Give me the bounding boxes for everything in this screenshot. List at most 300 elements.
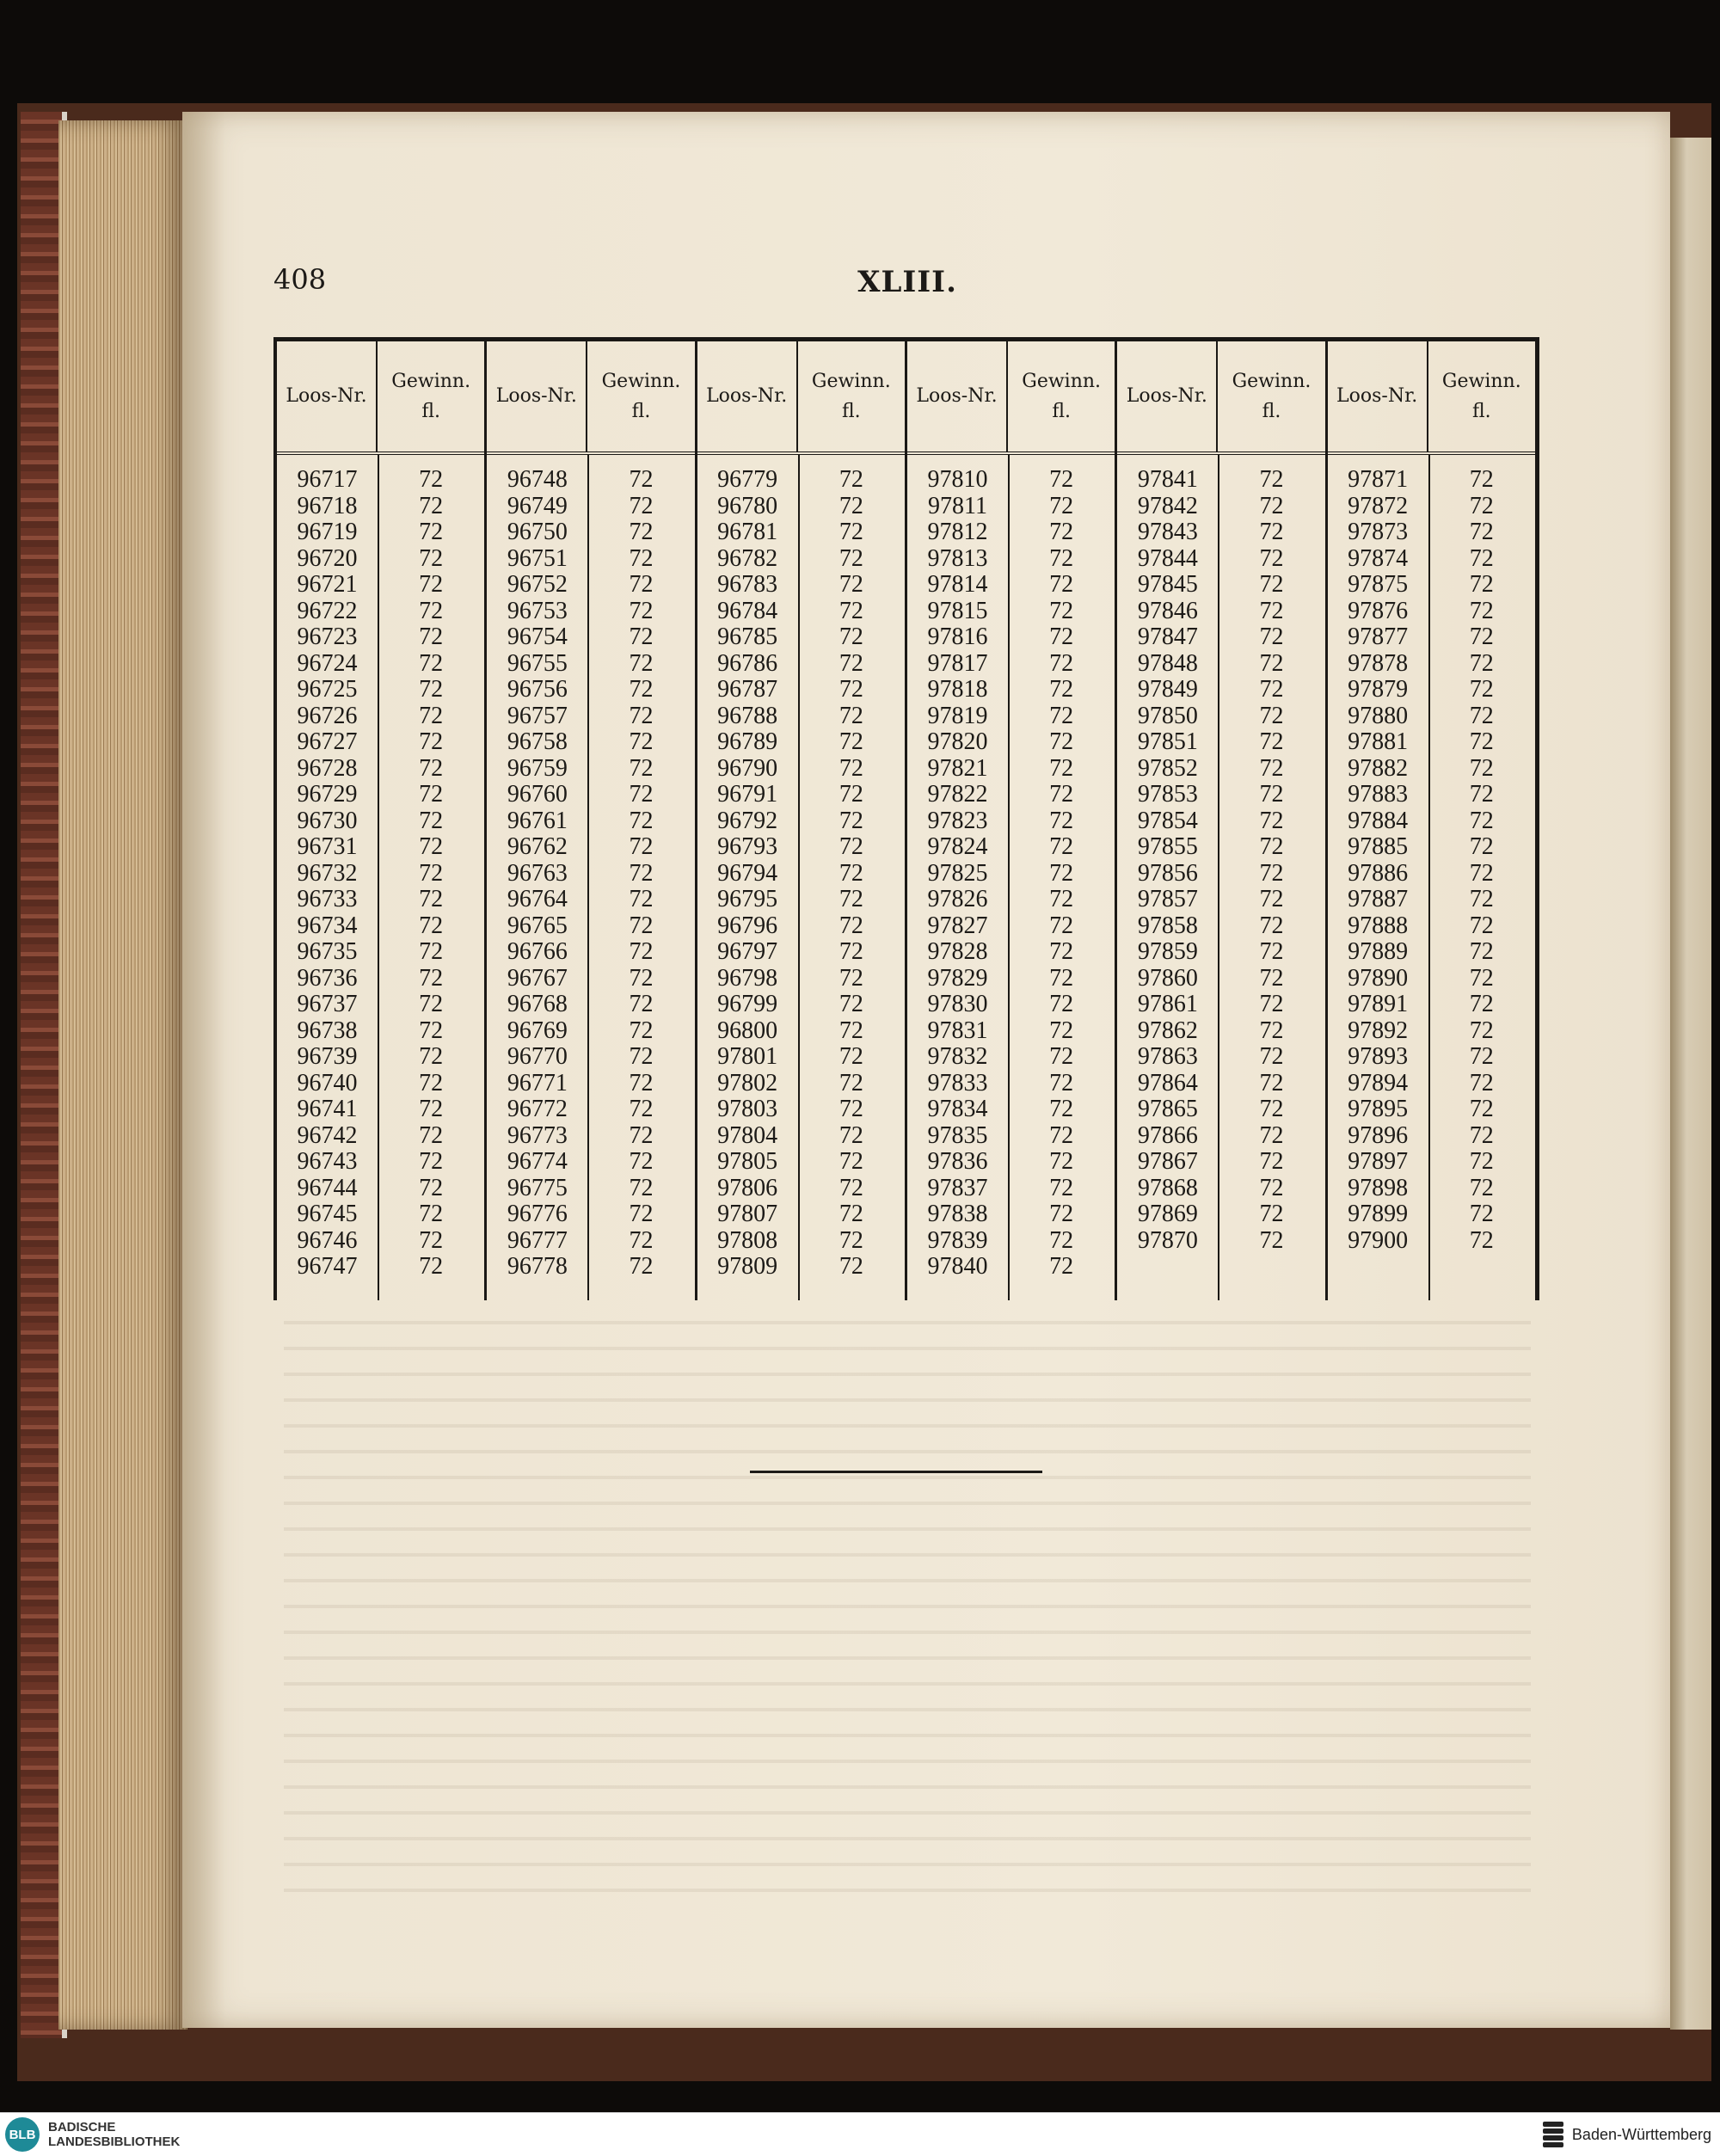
lot-number: 97851 [1137,728,1198,756]
prize-amount: 72 [1049,702,1074,729]
lot-number: 96785 [717,623,778,651]
table-row [1328,913,1535,940]
prize-amount: 72 [1469,1069,1494,1096]
lot-number: 97807 [717,1201,778,1228]
prize-amount: 72 [838,964,863,992]
lot-number: 96781 [717,519,778,546]
lottery-prize-table [273,337,1539,1300]
lot-number: 97839 [927,1226,988,1254]
lot-number: 97840 [927,1253,988,1281]
prize-amount: 72 [1469,597,1494,624]
lot-number: 96771 [507,1069,568,1096]
prize-amount: 72 [629,833,654,861]
prize-amount: 72 [838,623,863,651]
lot-number: 97856 [1137,859,1198,887]
prize-amount: 72 [419,1253,444,1281]
lot-number: 97885 [1348,833,1409,861]
table-row [277,572,484,599]
prize-amount: 72 [1049,886,1074,913]
table-row [1117,1228,1324,1255]
table-row [1328,1123,1535,1150]
prize-amount: 72 [1259,1226,1284,1254]
table-row [697,1071,905,1097]
lot-number: 96750 [507,519,568,546]
table-row [487,808,694,835]
lot-number: 97899 [1348,1201,1409,1228]
prize-amount: 72 [1469,1096,1494,1123]
table-row [1117,992,1324,1018]
lot-number: 97868 [1137,1174,1198,1201]
table-rows [277,455,484,1281]
prize-amount: 72 [1049,544,1074,572]
column-divider [798,455,800,1300]
prize-amount: 72 [1259,1201,1284,1228]
table-row [487,1071,694,1097]
prize-amount: 72 [1049,676,1074,703]
prize-amount: 72 [629,1253,654,1281]
table-row [1328,887,1535,913]
lot-number: 97866 [1137,1121,1198,1149]
prize-amount: 72 [419,1121,444,1149]
table-row [277,966,484,992]
table-row [1328,703,1535,730]
lot-number: 97812 [927,519,988,546]
prize-amount: 72 [1259,807,1284,834]
lot-number: 96727 [297,728,358,756]
table-row [697,624,905,651]
lot-number: 96717 [297,466,358,494]
table-rows [697,455,905,1281]
prize-amount: 72 [1469,728,1494,756]
table-row [487,1176,694,1202]
table-row [1117,467,1324,494]
prize-amount: 72 [838,1069,863,1096]
table-row [1117,939,1324,966]
prize-amount: 72 [419,1148,444,1176]
lot-number: 96732 [297,859,358,887]
lot-number: 97808 [717,1226,778,1254]
lot-number: 97802 [717,1069,778,1096]
table-column-group [697,341,907,1300]
lot-number: 97858 [1137,912,1198,939]
table-row [697,703,905,730]
prize-amount: 72 [1049,1069,1074,1096]
prize-amount: 72 [1259,1017,1284,1044]
lot-number: 96762 [507,833,568,861]
column-header [907,341,1115,455]
lot-number: 96793 [717,833,778,861]
lot-number: 96795 [717,886,778,913]
header-prize-unit: fl. [631,401,651,422]
prize-amount: 72 [838,1096,863,1123]
lot-number: 96798 [717,964,778,992]
table-row [1117,1176,1324,1202]
lot-number: 96780 [717,492,778,519]
lot-number: 96736 [297,964,358,992]
prize-amount: 72 [1259,938,1284,966]
table-row [487,703,694,730]
prize-amount: 72 [1469,466,1494,494]
column-divider [1218,455,1219,1300]
header-prize-unit: fl. [841,401,861,422]
table-row [907,808,1115,835]
lot-number: 97829 [927,964,988,992]
lot-number: 97834 [927,1096,988,1123]
table-row [1117,519,1324,546]
table-row [907,624,1115,651]
table-row [1117,546,1324,573]
lot-number: 97900 [1348,1226,1409,1254]
table-row [487,1149,694,1176]
table-row [697,519,905,546]
lot-number: 97853 [1137,781,1198,808]
prize-amount: 72 [1049,519,1074,546]
table-row [697,834,905,861]
lot-number: 96768 [507,991,568,1018]
prize-amount: 72 [1259,754,1284,782]
table-row [1328,651,1535,678]
table-row [907,729,1115,756]
lot-number: 97893 [1348,1043,1409,1071]
prize-amount: 72 [1469,1121,1494,1149]
header-lot-number: Loos-Nr. [277,341,378,451]
prize-amount: 72 [419,807,444,834]
lot-number: 96796 [717,912,778,939]
table-row [697,1018,905,1045]
table-row [907,966,1115,992]
lot-number: 97823 [927,807,988,834]
prize-amount: 72 [1259,702,1284,729]
lot-number: 97832 [927,1043,988,1071]
lot-number: 97835 [927,1121,988,1149]
table-row [697,1228,905,1255]
lot-number: 96742 [297,1121,358,1149]
table-row [277,1149,484,1176]
table-row [1117,834,1324,861]
table-row [487,1123,694,1150]
lot-number: 96761 [507,807,568,834]
table-row [697,1254,905,1281]
lot-number: 96775 [507,1174,568,1201]
lot-number: 97859 [1137,938,1198,966]
library-name-line1: BADISCHE [48,2119,116,2135]
library-name [48,2120,180,2150]
prize-amount: 72 [629,1096,654,1123]
header-lot-number: Loos-Nr. [697,341,798,451]
lot-number: 97833 [927,1069,988,1096]
lot-number: 96759 [507,754,568,782]
table-row [1328,808,1535,835]
prize-amount: 72 [1049,728,1074,756]
prize-amount: 72 [629,859,654,887]
lot-number: 97821 [927,754,988,782]
lot-number: 96745 [297,1201,358,1228]
prize-amount: 72 [1049,1174,1074,1201]
lot-number: 97882 [1348,754,1409,782]
prize-amount: 72 [838,833,863,861]
prize-amount: 72 [1049,1253,1074,1281]
table-row [907,1201,1115,1228]
prize-amount: 72 [1469,833,1494,861]
lot-number: 97803 [717,1096,778,1123]
lot-number: 96782 [717,544,778,572]
lot-number: 96766 [507,938,568,966]
table-row [1117,651,1324,678]
lot-number: 97844 [1137,544,1198,572]
lot-number: 97842 [1137,492,1198,519]
prize-amount: 72 [419,519,444,546]
lot-number: 97806 [717,1174,778,1201]
table-row [487,546,694,573]
prize-amount: 72 [1469,492,1494,519]
lot-number: 97875 [1348,571,1409,599]
table-row [1117,756,1324,783]
prize-amount: 72 [1469,519,1494,546]
lot-number: 97801 [717,1043,778,1071]
table-row [697,1096,905,1123]
table-row [487,729,694,756]
table-row [907,1044,1115,1071]
lot-number: 97855 [1137,833,1198,861]
lot-number: 97891 [1348,991,1409,1018]
lot-number: 96797 [717,938,778,966]
lot-number: 96720 [297,544,358,572]
prize-amount: 72 [629,886,654,913]
table-row [487,1096,694,1123]
table-row [1328,1149,1535,1176]
lot-number: 96799 [717,991,778,1018]
table-row [1328,572,1535,599]
table-row [697,913,905,940]
prize-amount: 72 [419,1201,444,1228]
table-row [1328,1176,1535,1202]
prize-amount: 72 [1049,1226,1074,1254]
table-row [277,599,484,625]
lot-number: 97864 [1137,1069,1198,1096]
table-row [1328,756,1535,783]
prize-amount: 72 [419,676,444,703]
table-row [487,1254,694,1281]
table-row [1117,599,1324,625]
lot-number: 97827 [927,912,988,939]
table-row [277,546,484,573]
lot-number: 97809 [717,1253,778,1281]
column-divider [1008,455,1010,1300]
table-rows [1328,455,1535,1254]
lot-number: 97828 [927,938,988,966]
header-prize [798,341,905,451]
prize-amount: 72 [838,1201,863,1228]
table-row [487,913,694,940]
table-row [697,546,905,573]
lot-number: 96744 [297,1174,358,1201]
prize-amount: 72 [838,649,863,677]
lot-number: 96734 [297,912,358,939]
prize-amount: 72 [1469,807,1494,834]
lot-number: 96794 [717,859,778,887]
lot-number: 97852 [1137,754,1198,782]
table-row [1328,1071,1535,1097]
prize-amount: 72 [629,1148,654,1176]
table-row [697,966,905,992]
prize-amount: 72 [1049,1017,1074,1044]
prize-amount: 72 [1049,781,1074,808]
lot-number: 96758 [507,728,568,756]
lot-number: 96786 [717,649,778,677]
facing-page-edge [1670,138,1711,2030]
lot-number: 96749 [507,492,568,519]
table-row [487,834,694,861]
table-row [1328,1044,1535,1071]
lot-number: 96777 [507,1226,568,1254]
prize-amount: 72 [1469,623,1494,651]
table-row [907,1096,1115,1123]
lot-number: 96731 [297,833,358,861]
prize-amount: 72 [1259,492,1284,519]
lot-number: 96792 [717,807,778,834]
column-divider [378,455,379,1300]
header-prize-unit: fl. [421,401,440,422]
table-row [697,494,905,520]
lot-number: 96724 [297,649,358,677]
prize-amount: 72 [838,754,863,782]
prize-amount: 72 [1259,1148,1284,1176]
table-row [277,703,484,730]
prize-amount: 72 [629,807,654,834]
table-row [907,782,1115,808]
prize-amount: 72 [1469,649,1494,677]
prize-amount: 72 [1259,991,1284,1018]
lot-number: 97820 [927,728,988,756]
library-branding[interactable] [0,2117,180,2152]
table-rows [487,455,694,1281]
prize-amount: 72 [1049,991,1074,1018]
prize-amount: 72 [1469,912,1494,939]
lot-number: 96764 [507,886,568,913]
prize-amount: 72 [419,964,444,992]
prize-amount: 72 [838,859,863,887]
table-row [697,651,905,678]
lot-number: 96739 [297,1043,358,1071]
prize-amount: 72 [838,676,863,703]
lot-number: 97822 [927,781,988,808]
table-row [1328,494,1535,520]
table-row [277,1123,484,1150]
table-row [907,519,1115,546]
table-row [487,519,694,546]
table-row [277,651,484,678]
column-divider [587,455,589,1300]
table-row [1117,913,1324,940]
table-row [907,939,1115,966]
prize-amount: 72 [1049,1148,1074,1176]
table-row [907,546,1115,573]
library-name-line2: LANDESBIBLIOTHEK [48,2135,181,2149]
prize-amount: 72 [838,912,863,939]
page-edges [58,120,187,2030]
lot-number: 96723 [297,623,358,651]
prize-amount: 72 [1259,781,1284,808]
prize-amount: 72 [1049,1043,1074,1071]
lot-number: 96721 [297,571,358,599]
prize-amount: 72 [1469,1043,1494,1071]
prize-amount: 72 [419,991,444,1018]
table-row [697,939,905,966]
prize-amount: 72 [1469,676,1494,703]
prize-amount: 72 [1049,807,1074,834]
prize-amount: 72 [1259,964,1284,992]
prize-amount: 72 [1049,492,1074,519]
table-row [907,572,1115,599]
table-row [1328,782,1535,808]
lot-number: 97818 [927,676,988,703]
table-row [487,1228,694,1255]
table-row [697,1201,905,1228]
table-row [487,467,694,494]
prize-amount: 72 [419,492,444,519]
lot-number: 97861 [1137,991,1198,1018]
table-row [277,1044,484,1071]
prize-amount: 72 [1469,938,1494,966]
prize-amount: 72 [419,754,444,782]
table-row [907,1018,1115,1045]
table-row [1117,808,1324,835]
prize-amount: 72 [838,492,863,519]
prize-amount: 72 [419,912,444,939]
table-row [697,1149,905,1176]
prize-amount: 72 [1259,1069,1284,1096]
prize-amount: 72 [419,1174,444,1201]
lot-number: 97869 [1137,1201,1198,1228]
table-row [1117,1123,1324,1150]
state-branding[interactable] [1541,2120,1720,2149]
prize-amount: 72 [1049,466,1074,494]
table-row [277,1254,484,1281]
column-header [277,341,484,455]
table-row [1117,1201,1324,1228]
prize-amount: 72 [1259,859,1284,887]
table-column-group [277,341,487,1300]
lot-number: 97850 [1137,702,1198,729]
lot-number: 96790 [717,754,778,782]
prize-amount: 72 [838,519,863,546]
prize-amount: 72 [419,544,444,572]
prize-amount: 72 [629,544,654,572]
table-row [1117,887,1324,913]
prize-amount: 72 [838,1226,863,1254]
lot-number: 96788 [717,702,778,729]
lot-number: 97883 [1348,781,1409,808]
lot-number: 97871 [1348,466,1409,494]
table-row [1117,1044,1324,1071]
lot-number: 96787 [717,676,778,703]
table-row [1117,966,1324,992]
column-divider [1428,455,1430,1300]
table-row [907,1123,1115,1150]
lot-number: 97863 [1137,1043,1198,1071]
prize-amount: 72 [1049,571,1074,599]
prize-amount: 72 [629,571,654,599]
table-row [697,782,905,808]
table-row [1328,1018,1535,1045]
table-row [697,1123,905,1150]
column-header [697,341,905,455]
table-row [697,677,905,703]
prize-amount: 72 [629,1017,654,1044]
prize-amount: 72 [419,1069,444,1096]
prize-amount: 72 [838,1121,863,1149]
lot-number: 96743 [297,1148,358,1176]
